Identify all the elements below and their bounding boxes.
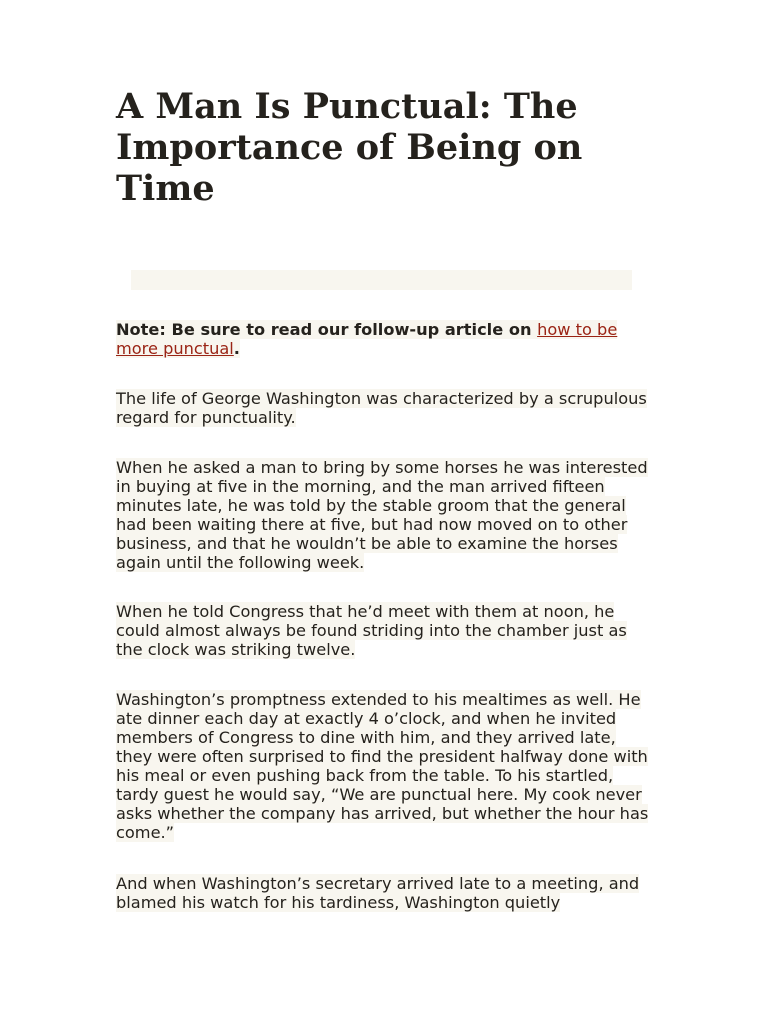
follow-up-article-link[interactable]: how to be more punctual	[116, 320, 618, 358]
paragraph-3-text: When he told Congress that he’d meet with them at noon, he could almost always be found striding into the chamber just as the clock was striking twelve.	[116, 602, 627, 659]
follow-up-note	[116, 320, 646, 358]
paragraph-4-text: Washington’s promptness extended to his mealtimes as well. He ate dinner each day at exactly 4 o’clock, and when he invited members of Congress to dine with him, and they arrived late, they were often surprised to find the president halfway done with his meal or even pushing back from the table. To his startled, tardy guest he would say, “We are punctual here. My cook never asks whether the company has arrived, but whether the hour has come.”	[116, 690, 649, 842]
paragraph-1	[116, 389, 656, 427]
note-prefix: Note: Be sure to read our follow-up article on	[116, 320, 538, 339]
paragraph-2-text: When he asked a man to bring by some horses he was interested in buying at five in the morning, and the man arrived fifteen minutes late, he was told by the stable groom that the general had been waiting there at five, but had now moved on to other business, and that he wouldn’t be able to examine the horses again until the following week.	[116, 458, 648, 572]
paragraph-2	[116, 458, 656, 572]
paragraph-4	[116, 690, 656, 842]
ad-placeholder-bar	[131, 270, 632, 290]
paragraph-1-text: The life of George Washington was characterized by a scrupulous regard for punctuality.	[116, 389, 647, 427]
article-title: A Man Is Punctual: The Importance of Being on Time	[116, 86, 583, 209]
paragraph-3	[116, 602, 656, 659]
note-suffix: .	[233, 339, 240, 358]
paragraph-5-text: And when Washington’s secretary arrived late to a meeting, and blamed his watch for his tardiness, Washington quietly	[116, 874, 640, 912]
paragraph-5	[116, 874, 656, 912]
